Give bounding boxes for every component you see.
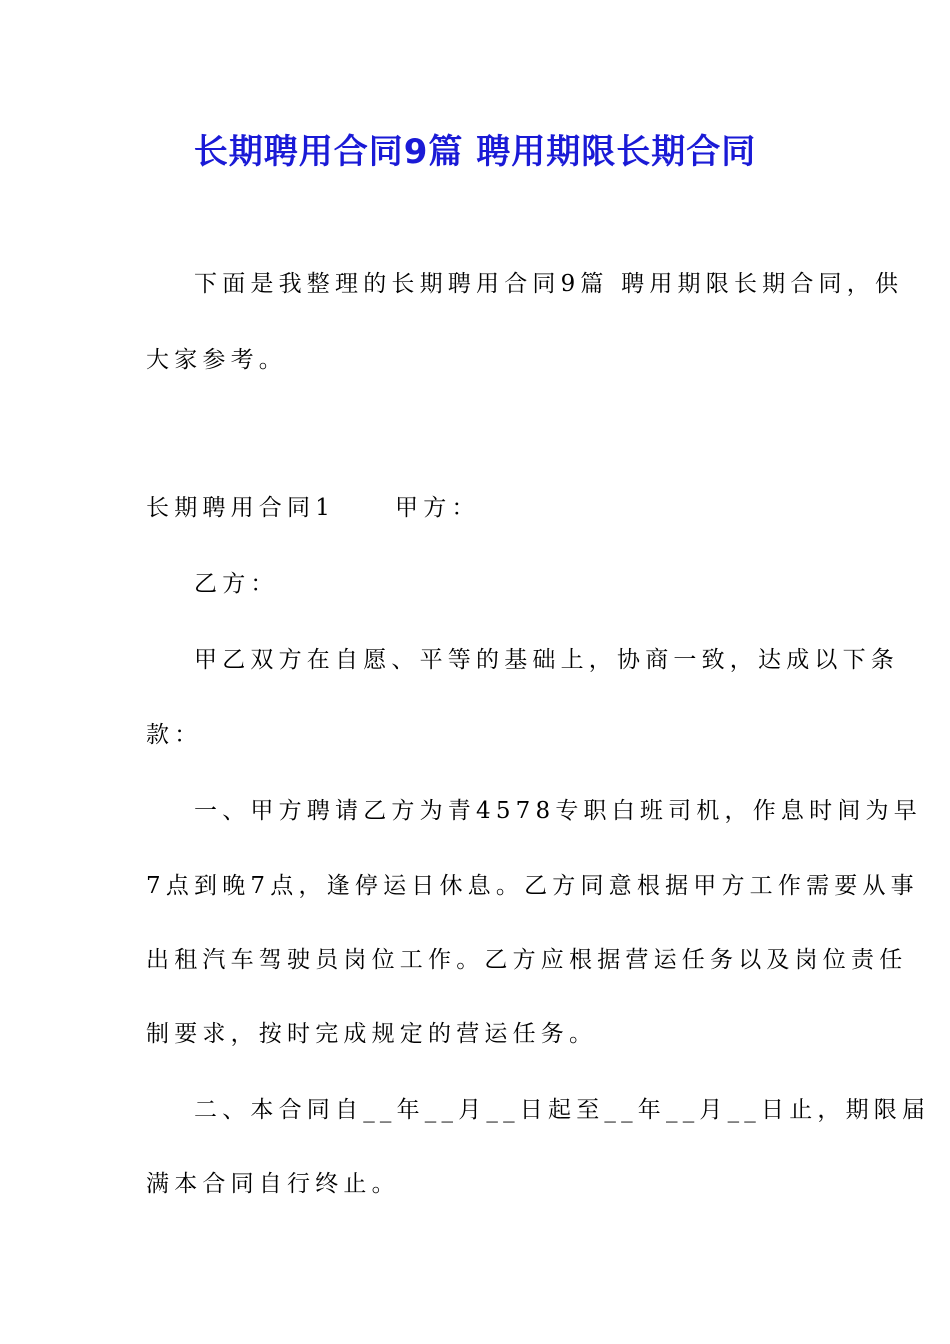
section-heading-row [146,492,480,524]
section-heading: 长期聘用合同1 [146,495,336,521]
paragraph-3-line-2: 满本合同自行终止。 [146,1171,400,1197]
paragraph-2-line-1: 一、甲方聘请乙方为青4578专职白班司机，作息时间为早 [194,798,922,824]
paragraph-2-line-2: 7点到晚7点，逢停运日休息。乙方同意根据甲方工作需要从事 [146,873,919,899]
intro-line-1: 下面是我整理的长期聘用合同9篇 聘用期限长期合同，供 [194,271,904,297]
paragraph-3-line-1: 二、本合同自__年__月__日起至__年__月__日止，期限届 [194,1097,931,1123]
paragraph-2-line-4: 制要求，按时完成规定的营运任务。 [146,1021,598,1047]
paragraph-2-line-3: 出租汽车驾驶员岗位工作。乙方应根据营运任务以及岗位责任 [146,947,908,973]
document-title: 长期聘用合同9篇 聘用期限长期合同 [193,132,757,172]
intro-line-2: 大家参考。 [146,347,287,373]
paragraph-1-line-1: 甲乙双方在自愿、平等的基础上，协商一致，达成以下条 [194,647,899,673]
party-b-label: 乙方： [194,571,279,597]
paragraph-1-line-2: 款： [146,722,203,748]
party-a-label: 甲方： [395,495,480,521]
